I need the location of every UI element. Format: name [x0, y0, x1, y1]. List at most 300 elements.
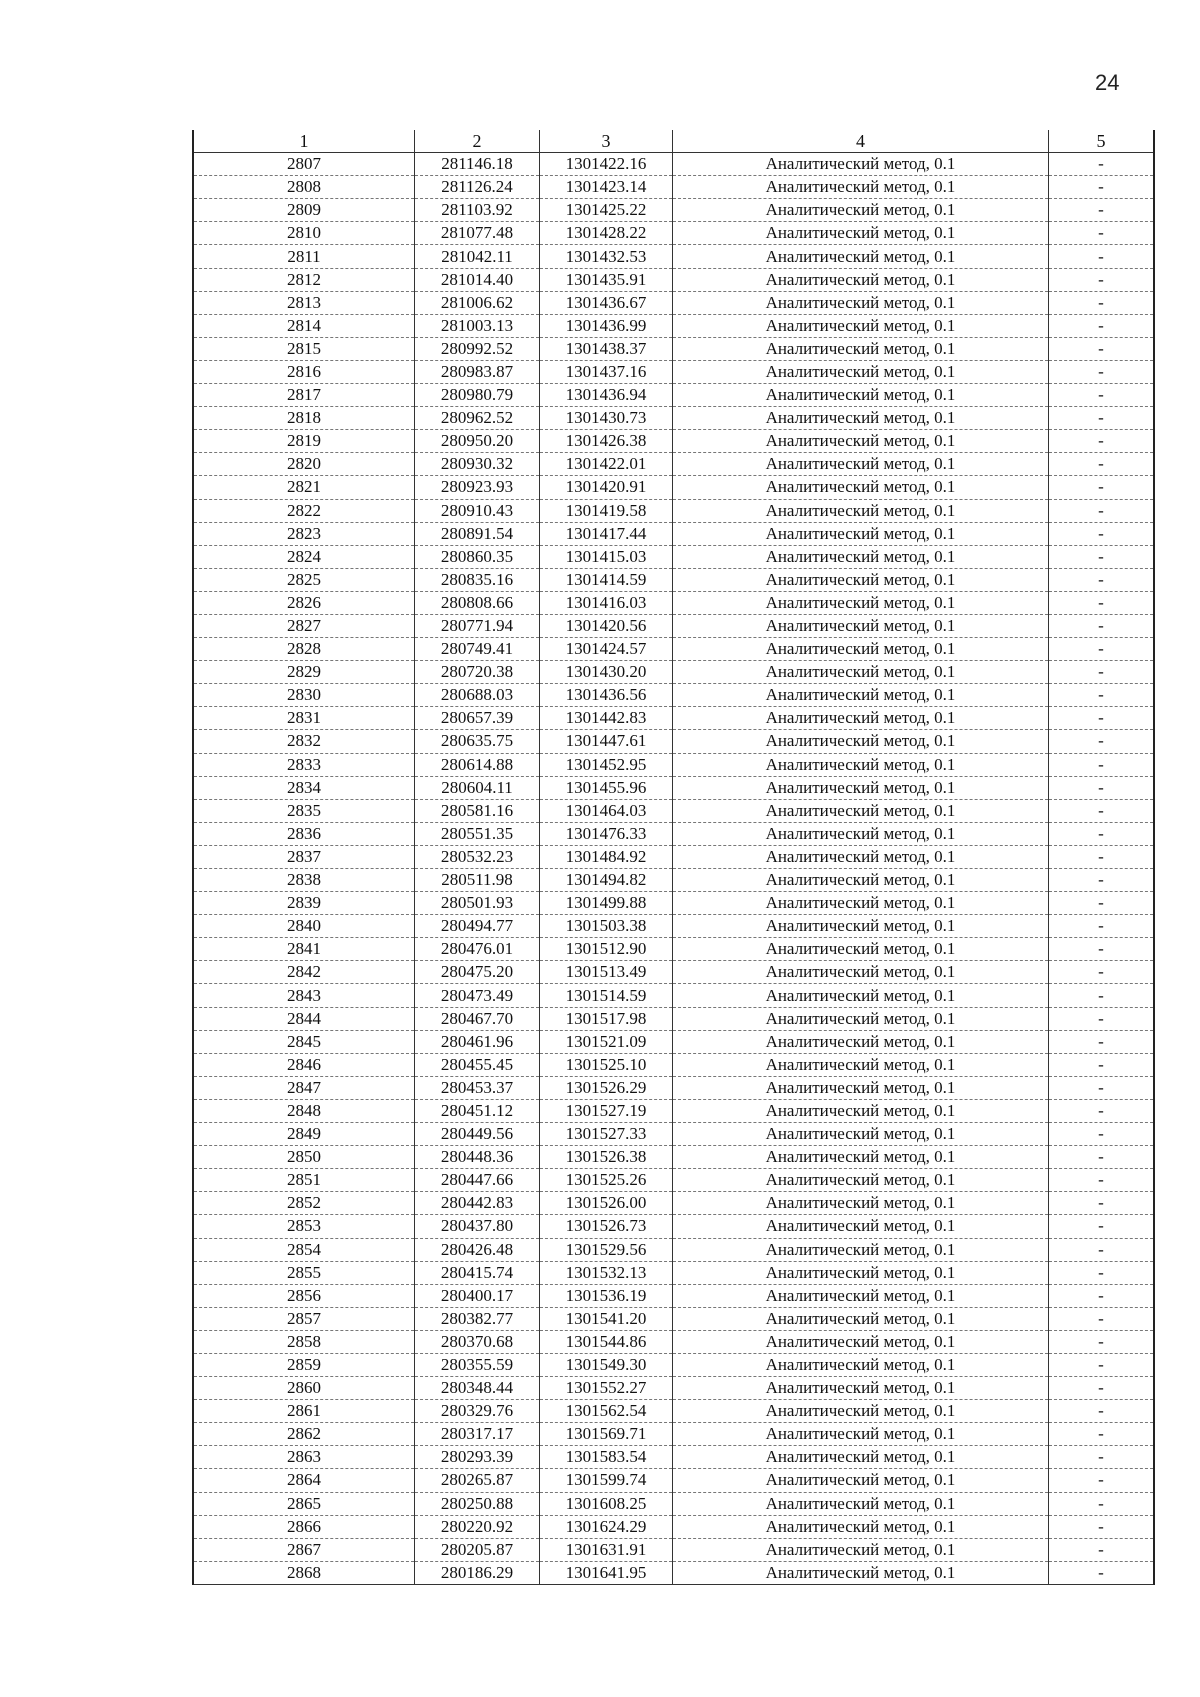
point-number-cell: 2868 [193, 1561, 415, 1584]
y-coordinate-cell: 1301499.88 [540, 892, 673, 915]
x-coordinate-cell: 280475.20 [415, 961, 540, 984]
method-cell: Аналитический метод, 0.1 [673, 591, 1049, 614]
table-row [193, 1238, 1154, 1261]
point-number-cell: 2821 [193, 476, 415, 499]
x-coordinate-cell: 281146.18 [415, 153, 540, 176]
note-cell: - [1049, 984, 1155, 1007]
x-coordinate-cell: 280835.16 [415, 568, 540, 591]
point-number-cell: 2832 [193, 730, 415, 753]
x-coordinate-cell: 280461.96 [415, 1030, 540, 1053]
table-row [193, 476, 1154, 499]
table-row [193, 360, 1154, 383]
x-coordinate-cell: 280771.94 [415, 614, 540, 637]
y-coordinate-cell: 1301438.37 [540, 337, 673, 360]
method-cell: Аналитический метод, 0.1 [673, 337, 1049, 360]
table-row [193, 545, 1154, 568]
point-number-cell: 2843 [193, 984, 415, 1007]
note-cell: - [1049, 384, 1155, 407]
note-cell: - [1049, 961, 1155, 984]
point-number-cell: 2860 [193, 1377, 415, 1400]
method-cell: Аналитический метод, 0.1 [673, 915, 1049, 938]
table-row [193, 268, 1154, 291]
note-cell: - [1049, 661, 1155, 684]
method-cell: Аналитический метод, 0.1 [673, 1400, 1049, 1423]
point-number-cell: 2844 [193, 1007, 415, 1030]
method-cell: Аналитический метод, 0.1 [673, 1492, 1049, 1515]
note-cell: - [1049, 1492, 1155, 1515]
note-cell: - [1049, 1007, 1155, 1030]
y-coordinate-cell: 1301608.25 [540, 1492, 673, 1515]
table-row [193, 869, 1154, 892]
y-coordinate-cell: 1301631.91 [540, 1538, 673, 1561]
note-cell: - [1049, 1515, 1155, 1538]
point-number-cell: 2840 [193, 915, 415, 938]
point-number-cell: 2811 [193, 245, 415, 268]
method-cell: Аналитический метод, 0.1 [673, 384, 1049, 407]
method-cell: Аналитический метод, 0.1 [673, 1515, 1049, 1538]
x-coordinate-cell: 281006.62 [415, 291, 540, 314]
method-cell: Аналитический метод, 0.1 [673, 1030, 1049, 1053]
point-number-cell: 2818 [193, 407, 415, 430]
y-coordinate-cell: 1301521.09 [540, 1030, 673, 1053]
y-coordinate-cell: 1301435.91 [540, 268, 673, 291]
note-cell: - [1049, 1261, 1155, 1284]
table-row [193, 1192, 1154, 1215]
y-coordinate-cell: 1301544.86 [540, 1330, 673, 1353]
method-cell: Аналитический метод, 0.1 [673, 1192, 1049, 1215]
note-cell: - [1049, 545, 1155, 568]
note-cell: - [1049, 476, 1155, 499]
x-coordinate-cell: 281103.92 [415, 199, 540, 222]
y-coordinate-cell: 1301514.59 [540, 984, 673, 1007]
x-coordinate-cell: 280930.32 [415, 453, 540, 476]
column-header: 3 [540, 130, 673, 153]
point-number-cell: 2838 [193, 869, 415, 892]
method-cell: Аналитический метод, 0.1 [673, 1238, 1049, 1261]
point-number-cell: 2815 [193, 337, 415, 360]
note-cell: - [1049, 1423, 1155, 1446]
method-cell: Аналитический метод, 0.1 [673, 314, 1049, 337]
point-number-cell: 2859 [193, 1353, 415, 1376]
method-cell: Аналитический метод, 0.1 [673, 822, 1049, 845]
y-coordinate-cell: 1301552.27 [540, 1377, 673, 1400]
note-cell: - [1049, 245, 1155, 268]
method-cell: Аналитический метод, 0.1 [673, 776, 1049, 799]
x-coordinate-cell: 280415.74 [415, 1261, 540, 1284]
point-number-cell: 2853 [193, 1215, 415, 1238]
method-cell: Аналитический метод, 0.1 [673, 961, 1049, 984]
y-coordinate-cell: 1301415.03 [540, 545, 673, 568]
x-coordinate-cell: 280604.11 [415, 776, 540, 799]
note-cell: - [1049, 799, 1155, 822]
y-coordinate-cell: 1301436.56 [540, 684, 673, 707]
point-number-cell: 2867 [193, 1538, 415, 1561]
point-number-cell: 2851 [193, 1169, 415, 1192]
x-coordinate-cell: 280635.75 [415, 730, 540, 753]
note-cell: - [1049, 222, 1155, 245]
point-number-cell: 2830 [193, 684, 415, 707]
point-number-cell: 2858 [193, 1330, 415, 1353]
method-cell: Аналитический метод, 0.1 [673, 1307, 1049, 1330]
table-row [193, 614, 1154, 637]
y-coordinate-cell: 1301414.59 [540, 568, 673, 591]
x-coordinate-cell: 280449.56 [415, 1123, 540, 1146]
table-row [193, 1561, 1154, 1584]
note-cell: - [1049, 1307, 1155, 1330]
y-coordinate-cell: 1301517.98 [540, 1007, 673, 1030]
note-cell: - [1049, 938, 1155, 961]
x-coordinate-cell: 280265.87 [415, 1469, 540, 1492]
point-number-cell: 2828 [193, 638, 415, 661]
table-row [193, 314, 1154, 337]
note-cell: - [1049, 360, 1155, 383]
y-coordinate-cell: 1301569.71 [540, 1423, 673, 1446]
y-coordinate-cell: 1301430.20 [540, 661, 673, 684]
point-number-cell: 2849 [193, 1123, 415, 1146]
method-cell: Аналитический метод, 0.1 [673, 1076, 1049, 1099]
y-coordinate-cell: 1301527.33 [540, 1123, 673, 1146]
note-cell: - [1049, 1446, 1155, 1469]
method-cell: Аналитический метод, 0.1 [673, 360, 1049, 383]
table-row [193, 684, 1154, 707]
method-cell: Аналитический метод, 0.1 [673, 568, 1049, 591]
table-row [193, 776, 1154, 799]
note-cell: - [1049, 199, 1155, 222]
method-cell: Аналитический метод, 0.1 [673, 1215, 1049, 1238]
y-coordinate-cell: 1301624.29 [540, 1515, 673, 1538]
x-coordinate-cell: 280400.17 [415, 1284, 540, 1307]
point-number-cell: 2848 [193, 1099, 415, 1122]
method-cell: Аналитический метод, 0.1 [673, 799, 1049, 822]
coordinates-table [192, 130, 1155, 1585]
point-number-cell: 2850 [193, 1146, 415, 1169]
method-cell: Аналитический метод, 0.1 [673, 684, 1049, 707]
x-coordinate-cell: 280186.29 [415, 1561, 540, 1584]
x-coordinate-cell: 280860.35 [415, 545, 540, 568]
x-coordinate-cell: 280293.39 [415, 1446, 540, 1469]
method-cell: Аналитический метод, 0.1 [673, 476, 1049, 499]
note-cell: - [1049, 1561, 1155, 1584]
note-cell: - [1049, 638, 1155, 661]
point-number-cell: 2820 [193, 453, 415, 476]
table-row [193, 337, 1154, 360]
y-coordinate-cell: 1301419.58 [540, 499, 673, 522]
point-number-cell: 2864 [193, 1469, 415, 1492]
note-cell: - [1049, 684, 1155, 707]
x-coordinate-cell: 280476.01 [415, 938, 540, 961]
point-number-cell: 2839 [193, 892, 415, 915]
note-cell: - [1049, 591, 1155, 614]
x-coordinate-cell: 280451.12 [415, 1099, 540, 1122]
x-coordinate-cell: 280910.43 [415, 499, 540, 522]
y-coordinate-cell: 1301641.95 [540, 1561, 673, 1584]
y-coordinate-cell: 1301437.16 [540, 360, 673, 383]
x-coordinate-cell: 280992.52 [415, 337, 540, 360]
y-coordinate-cell: 1301430.73 [540, 407, 673, 430]
point-number-cell: 2863 [193, 1446, 415, 1469]
x-coordinate-cell: 280581.16 [415, 799, 540, 822]
x-coordinate-cell: 281077.48 [415, 222, 540, 245]
table-row [193, 1469, 1154, 1492]
point-number-cell: 2812 [193, 268, 415, 291]
y-coordinate-cell: 1301432.53 [540, 245, 673, 268]
y-coordinate-cell: 1301447.61 [540, 730, 673, 753]
method-cell: Аналитический метод, 0.1 [673, 1538, 1049, 1561]
note-cell: - [1049, 892, 1155, 915]
table-row [193, 1492, 1154, 1515]
note-cell: - [1049, 337, 1155, 360]
y-coordinate-cell: 1301464.03 [540, 799, 673, 822]
point-number-cell: 2855 [193, 1261, 415, 1284]
point-number-cell: 2833 [193, 753, 415, 776]
point-number-cell: 2824 [193, 545, 415, 568]
y-coordinate-cell: 1301425.22 [540, 199, 673, 222]
method-cell: Аналитический метод, 0.1 [673, 268, 1049, 291]
table-row [193, 1400, 1154, 1423]
table-row [193, 1030, 1154, 1053]
y-coordinate-cell: 1301455.96 [540, 776, 673, 799]
x-coordinate-cell: 280980.79 [415, 384, 540, 407]
method-cell: Аналитический метод, 0.1 [673, 1261, 1049, 1284]
note-cell: - [1049, 707, 1155, 730]
x-coordinate-cell: 280382.77 [415, 1307, 540, 1330]
point-number-cell: 2819 [193, 430, 415, 453]
y-coordinate-cell: 1301428.22 [540, 222, 673, 245]
x-coordinate-cell: 280923.93 [415, 476, 540, 499]
x-coordinate-cell: 280532.23 [415, 845, 540, 868]
x-coordinate-cell: 280426.48 [415, 1238, 540, 1261]
method-cell: Аналитический метод, 0.1 [673, 1007, 1049, 1030]
method-cell: Аналитический метод, 0.1 [673, 730, 1049, 753]
table-row [193, 245, 1154, 268]
note-cell: - [1049, 453, 1155, 476]
table-row [193, 1284, 1154, 1307]
x-coordinate-cell: 280614.88 [415, 753, 540, 776]
y-coordinate-cell: 1301424.57 [540, 638, 673, 661]
point-number-cell: 2841 [193, 938, 415, 961]
note-cell: - [1049, 522, 1155, 545]
table-row [193, 568, 1154, 591]
table-row [193, 1446, 1154, 1469]
note-cell: - [1049, 1284, 1155, 1307]
method-cell: Аналитический метод, 0.1 [673, 153, 1049, 176]
y-coordinate-cell: 1301526.29 [540, 1076, 673, 1099]
note-cell: - [1049, 753, 1155, 776]
table-row [193, 430, 1154, 453]
point-number-cell: 2834 [193, 776, 415, 799]
column-header: 4 [673, 130, 1049, 153]
table-row [193, 984, 1154, 1007]
table-row [193, 1053, 1154, 1076]
table-row [193, 199, 1154, 222]
y-coordinate-cell: 1301494.82 [540, 869, 673, 892]
table-body [193, 153, 1154, 1585]
method-cell: Аналитический метод, 0.1 [673, 1423, 1049, 1446]
method-cell: Аналитический метод, 0.1 [673, 1053, 1049, 1076]
y-coordinate-cell: 1301526.00 [540, 1192, 673, 1215]
table-row [193, 1423, 1154, 1446]
method-cell: Аналитический метод, 0.1 [673, 638, 1049, 661]
method-cell: Аналитический метод, 0.1 [673, 1284, 1049, 1307]
y-coordinate-cell: 1301541.20 [540, 1307, 673, 1330]
y-coordinate-cell: 1301512.90 [540, 938, 673, 961]
column-header: 2 [415, 130, 540, 153]
y-coordinate-cell: 1301525.10 [540, 1053, 673, 1076]
point-number-cell: 2852 [193, 1192, 415, 1215]
note-cell: - [1049, 1030, 1155, 1053]
point-number-cell: 2829 [193, 661, 415, 684]
y-coordinate-cell: 1301416.03 [540, 591, 673, 614]
point-number-cell: 2825 [193, 568, 415, 591]
x-coordinate-cell: 280467.70 [415, 1007, 540, 1030]
point-number-cell: 2845 [193, 1030, 415, 1053]
table-row [193, 822, 1154, 845]
table-row [193, 915, 1154, 938]
table-row [193, 961, 1154, 984]
table-row [193, 222, 1154, 245]
x-coordinate-cell: 281003.13 [415, 314, 540, 337]
method-cell: Аналитический метод, 0.1 [673, 407, 1049, 430]
point-number-cell: 2842 [193, 961, 415, 984]
note-cell: - [1049, 153, 1155, 176]
x-coordinate-cell: 280891.54 [415, 522, 540, 545]
table-row [193, 661, 1154, 684]
x-coordinate-cell: 280962.52 [415, 407, 540, 430]
method-cell: Аналитический метод, 0.1 [673, 1169, 1049, 1192]
note-cell: - [1049, 568, 1155, 591]
y-coordinate-cell: 1301599.74 [540, 1469, 673, 1492]
method-cell: Аналитический метод, 0.1 [673, 845, 1049, 868]
note-cell: - [1049, 730, 1155, 753]
y-coordinate-cell: 1301423.14 [540, 176, 673, 199]
point-number-cell: 2831 [193, 707, 415, 730]
note-cell: - [1049, 1215, 1155, 1238]
note-cell: - [1049, 1377, 1155, 1400]
y-coordinate-cell: 1301417.44 [540, 522, 673, 545]
x-coordinate-cell: 280720.38 [415, 661, 540, 684]
x-coordinate-cell: 281014.40 [415, 268, 540, 291]
point-number-cell: 2861 [193, 1400, 415, 1423]
point-number-cell: 2807 [193, 153, 415, 176]
point-number-cell: 2857 [193, 1307, 415, 1330]
note-cell: - [1049, 1238, 1155, 1261]
y-coordinate-cell: 1301436.94 [540, 384, 673, 407]
table-row [193, 638, 1154, 661]
note-cell: - [1049, 314, 1155, 337]
point-number-cell: 2836 [193, 822, 415, 845]
y-coordinate-cell: 1301484.92 [540, 845, 673, 868]
table-row [193, 753, 1154, 776]
point-number-cell: 2854 [193, 1238, 415, 1261]
table-row [193, 591, 1154, 614]
y-coordinate-cell: 1301503.38 [540, 915, 673, 938]
note-cell: - [1049, 1123, 1155, 1146]
table-row [193, 522, 1154, 545]
method-cell: Аналитический метод, 0.1 [673, 499, 1049, 522]
note-cell: - [1049, 1192, 1155, 1215]
x-coordinate-cell: 280329.76 [415, 1400, 540, 1423]
table-row [193, 384, 1154, 407]
y-coordinate-cell: 1301526.38 [540, 1146, 673, 1169]
y-coordinate-cell: 1301436.67 [540, 291, 673, 314]
note-cell: - [1049, 499, 1155, 522]
method-cell: Аналитический метод, 0.1 [673, 222, 1049, 245]
y-coordinate-cell: 1301527.19 [540, 1099, 673, 1122]
note-cell: - [1049, 915, 1155, 938]
table-row [193, 1076, 1154, 1099]
x-coordinate-cell: 280688.03 [415, 684, 540, 707]
x-coordinate-cell: 280657.39 [415, 707, 540, 730]
table-row [193, 1515, 1154, 1538]
y-coordinate-cell: 1301536.19 [540, 1284, 673, 1307]
y-coordinate-cell: 1301562.54 [540, 1400, 673, 1423]
table-row [193, 291, 1154, 314]
column-header: 1 [193, 130, 415, 153]
table-row [193, 1215, 1154, 1238]
method-cell: Аналитический метод, 0.1 [673, 430, 1049, 453]
table-row [193, 453, 1154, 476]
method-cell: Аналитический метод, 0.1 [673, 938, 1049, 961]
method-cell: Аналитический метод, 0.1 [673, 1330, 1049, 1353]
point-number-cell: 2826 [193, 591, 415, 614]
point-number-cell: 2810 [193, 222, 415, 245]
x-coordinate-cell: 280437.80 [415, 1215, 540, 1238]
note-cell: - [1049, 268, 1155, 291]
x-coordinate-cell: 280551.35 [415, 822, 540, 845]
point-number-cell: 2822 [193, 499, 415, 522]
y-coordinate-cell: 1301525.26 [540, 1169, 673, 1192]
point-number-cell: 2847 [193, 1076, 415, 1099]
x-coordinate-cell: 280205.87 [415, 1538, 540, 1561]
method-cell: Аналитический метод, 0.1 [673, 1146, 1049, 1169]
note-cell: - [1049, 1330, 1155, 1353]
method-cell: Аналитический метод, 0.1 [673, 1353, 1049, 1376]
note-cell: - [1049, 845, 1155, 868]
y-coordinate-cell: 1301436.99 [540, 314, 673, 337]
method-cell: Аналитический метод, 0.1 [673, 291, 1049, 314]
x-coordinate-cell: 280348.44 [415, 1377, 540, 1400]
table-row [193, 1146, 1154, 1169]
method-cell: Аналитический метод, 0.1 [673, 245, 1049, 268]
table-row [193, 1007, 1154, 1030]
y-coordinate-cell: 1301529.56 [540, 1238, 673, 1261]
y-coordinate-cell: 1301420.91 [540, 476, 673, 499]
note-cell: - [1049, 291, 1155, 314]
method-cell: Аналитический метод, 0.1 [673, 1377, 1049, 1400]
method-cell: Аналитический метод, 0.1 [673, 199, 1049, 222]
x-coordinate-cell: 280455.45 [415, 1053, 540, 1076]
x-coordinate-cell: 280370.68 [415, 1330, 540, 1353]
y-coordinate-cell: 1301476.33 [540, 822, 673, 845]
y-coordinate-cell: 1301583.54 [540, 1446, 673, 1469]
x-coordinate-cell: 280448.36 [415, 1146, 540, 1169]
table-row [193, 407, 1154, 430]
table-row [193, 1169, 1154, 1192]
table-row [193, 892, 1154, 915]
table-row [193, 1261, 1154, 1284]
table-row [193, 153, 1154, 176]
x-coordinate-cell: 281042.11 [415, 245, 540, 268]
note-cell: - [1049, 614, 1155, 637]
point-number-cell: 2865 [193, 1492, 415, 1515]
note-cell: - [1049, 176, 1155, 199]
x-coordinate-cell: 280808.66 [415, 591, 540, 614]
y-coordinate-cell: 1301422.01 [540, 453, 673, 476]
note-cell: - [1049, 822, 1155, 845]
point-number-cell: 2817 [193, 384, 415, 407]
y-coordinate-cell: 1301420.56 [540, 614, 673, 637]
note-cell: - [1049, 1169, 1155, 1192]
